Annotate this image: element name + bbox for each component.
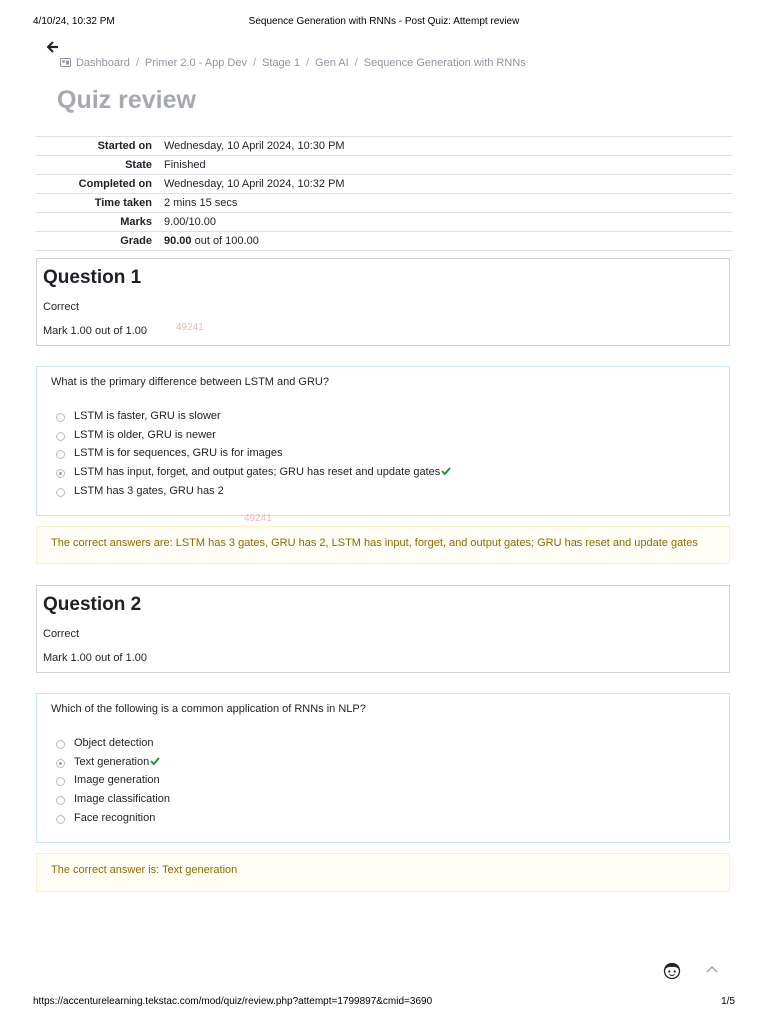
answer-label-text: LSTM has input, forget, and output gates; GRU has reset and update gates xyxy=(74,466,441,479)
summary-row-started xyxy=(36,137,732,156)
chevron-up-icon[interactable] xyxy=(704,962,720,976)
summary-row-completed xyxy=(36,175,732,194)
page-title: Quiz review xyxy=(57,86,196,114)
summary-label: Grade xyxy=(120,234,152,247)
summary-value: Finished xyxy=(164,158,206,171)
course-icon xyxy=(60,58,71,67)
question-info-1 xyxy=(36,258,730,346)
watermark: 49241 xyxy=(244,513,272,524)
question-text: Which of the following is a common application of RNNs in NLP? xyxy=(51,703,366,715)
breadcrumb-separator: / xyxy=(252,57,257,69)
question-state: Correct xyxy=(43,301,80,313)
watermark: 49241 xyxy=(176,322,204,333)
print-url: https://accenturelearning.tekstac.com/mod/quiz/review.php?attempt=1799897&cmid=3690 xyxy=(33,996,433,1007)
summary-label: Completed on xyxy=(78,177,152,190)
radio-button[interactable] xyxy=(56,432,65,441)
answer-label: Image classification xyxy=(74,793,170,806)
summary-row-grade xyxy=(36,232,732,251)
question-feedback-1 xyxy=(36,526,730,564)
summary-row-time-taken xyxy=(36,194,732,213)
question-grade: Mark 1.00 out of 1.00 xyxy=(43,325,147,337)
question-state: Correct xyxy=(43,628,80,640)
question-grade: Mark 1.00 out of 1.00 xyxy=(43,652,147,664)
question-title: Question 1 xyxy=(43,267,142,288)
right-answer: The correct answers are: LSTM has 3 gates, GRU has 2, LSTM has input, forget, and output gates; GRU has reset and update gates xyxy=(51,537,698,549)
question-content-1 xyxy=(36,366,730,516)
checkmark-icon xyxy=(441,466,451,474)
answer-label: LSTM is older, GRU is newer xyxy=(74,428,216,441)
grade-suffix: out of 100.00 xyxy=(194,234,259,247)
arrow-left-icon[interactable] xyxy=(46,40,60,54)
radio-button[interactable] xyxy=(56,740,65,749)
radio-button-checked[interactable] xyxy=(56,469,65,478)
print-datetime: 4/10/24, 10:32 PM xyxy=(33,16,115,27)
radio-button[interactable] xyxy=(56,488,65,497)
answer-label xyxy=(74,756,160,768)
breadcrumb-dashboard[interactable]: Dashboard xyxy=(76,57,130,69)
summary-row-state xyxy=(36,156,732,175)
question-info-2 xyxy=(36,585,730,673)
question-text: What is the primary difference between LSTM and GRU? xyxy=(51,376,329,388)
breadcrumb-activity[interactable]: Sequence Generation with RNNs xyxy=(363,57,526,69)
answer-label: LSTM has 3 gates, GRU has 2 xyxy=(74,484,224,497)
grade-score: 90.00 xyxy=(164,234,192,247)
breadcrumb-section[interactable]: Gen AI xyxy=(315,57,349,69)
attempt-summary-table xyxy=(36,136,732,251)
question-content-2 xyxy=(36,693,730,843)
print-page-number: 1/5 xyxy=(721,996,735,1007)
checkmark-icon xyxy=(150,756,160,764)
avatar-icon[interactable] xyxy=(662,960,682,980)
summary-label: Marks xyxy=(120,215,152,228)
answer-label-text: Text generation xyxy=(74,755,150,768)
breadcrumb-course[interactable]: Primer 2.0 - App Dev xyxy=(144,57,247,69)
radio-button[interactable] xyxy=(56,815,65,824)
summary-label: Started on xyxy=(97,139,152,152)
radio-button[interactable] xyxy=(56,777,65,786)
answer-label xyxy=(74,466,451,478)
summary-value: 2 mins 15 secs xyxy=(164,196,238,209)
radio-button[interactable] xyxy=(56,450,65,459)
question-title: Question 2 xyxy=(43,594,142,615)
breadcrumb-separator: / xyxy=(305,57,310,69)
summary-label: Time taken xyxy=(94,196,152,209)
breadcrumb xyxy=(60,57,526,69)
print-doc-title: Sequence Generation with RNNs - Post Quiz: Attempt review xyxy=(248,16,520,27)
radio-button[interactable] xyxy=(56,796,65,805)
summary-value xyxy=(164,232,732,251)
answer-label: Image generation xyxy=(74,774,160,787)
right-answer: The correct answer is: Text generation xyxy=(51,864,238,876)
answer-label: LSTM is for sequences, GRU is for images xyxy=(74,447,283,460)
summary-row-marks xyxy=(36,213,732,232)
summary-value: Wednesday, 10 April 2024, 10:30 PM xyxy=(164,139,345,152)
print-header xyxy=(33,16,735,30)
print-footer xyxy=(33,996,735,1010)
breadcrumb-stage[interactable]: Stage 1 xyxy=(262,57,300,69)
radio-button-checked[interactable] xyxy=(56,759,65,768)
summary-label: State xyxy=(125,158,152,171)
answer-label: Face recognition xyxy=(74,811,156,824)
breadcrumb-separator: / xyxy=(354,57,358,69)
question-feedback-2 xyxy=(36,853,730,892)
summary-value: Wednesday, 10 April 2024, 10:32 PM xyxy=(164,177,345,190)
answer-label: LSTM is faster, GRU is slower xyxy=(74,410,221,422)
answer-label: Object detection xyxy=(74,737,154,749)
summary-value: 9.00/10.00 xyxy=(164,215,216,228)
radio-button[interactable] xyxy=(56,413,65,422)
breadcrumb-separator: / xyxy=(135,57,139,69)
